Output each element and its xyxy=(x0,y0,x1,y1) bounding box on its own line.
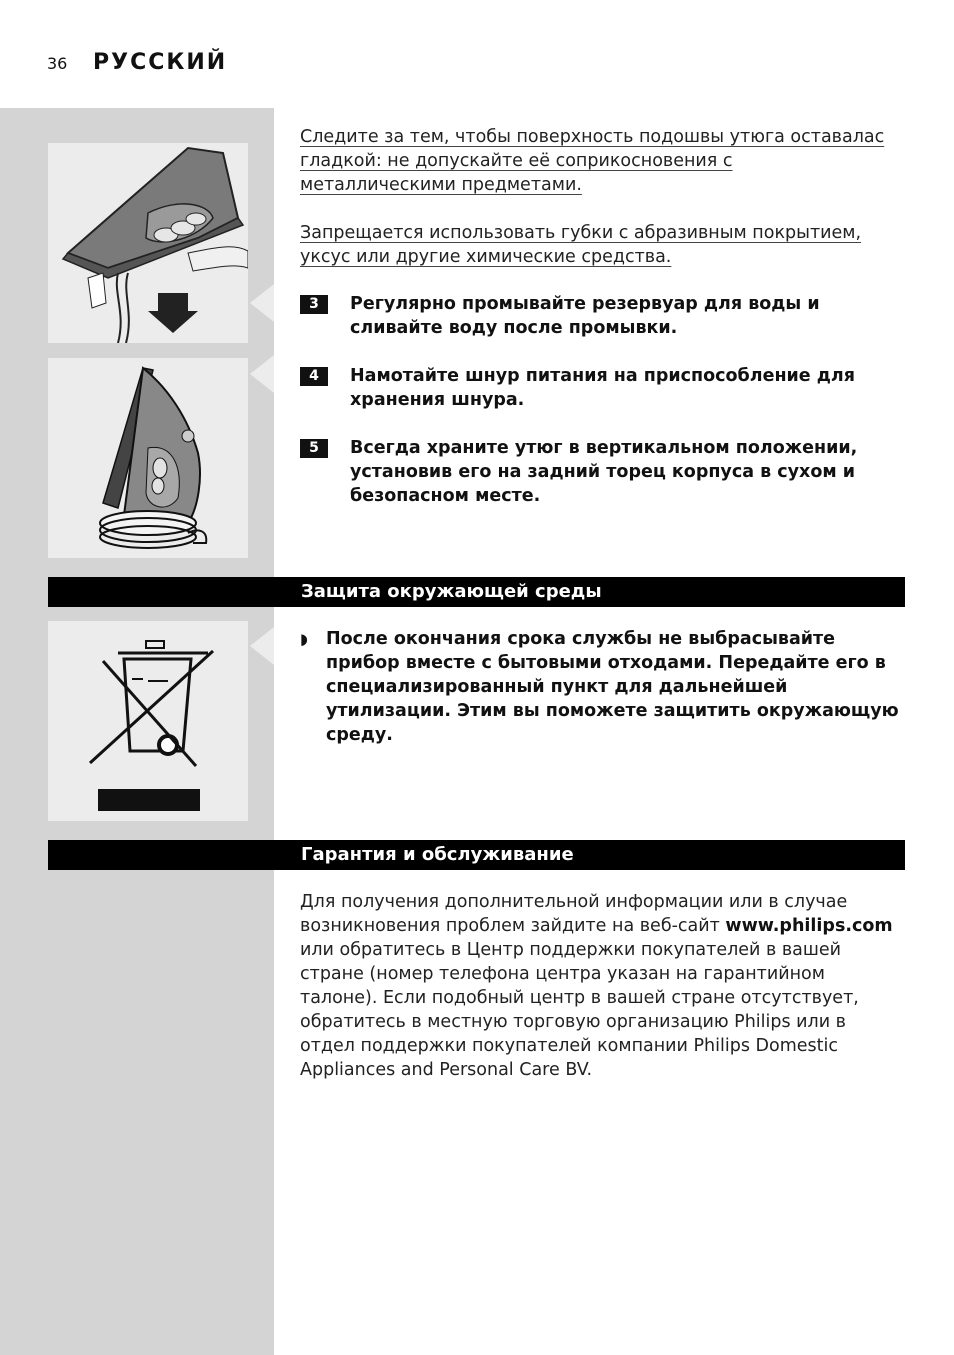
step-number: 4 xyxy=(300,367,328,386)
step-text: Намотайте шнур питания на приспособление для хранения шнура. xyxy=(350,366,855,410)
section-title: Гарантия и обслуживание xyxy=(301,844,574,865)
section-header-warranty xyxy=(48,840,905,870)
crossed-out-bin-icon xyxy=(48,621,248,821)
note-no-abrasives: Запрещается использовать губки с абразивным покрытием, уксус или другие химические средства. xyxy=(300,223,862,267)
step-4 xyxy=(300,364,904,412)
step-number: 3 xyxy=(300,295,328,314)
step-3 xyxy=(300,292,904,340)
philips-website-link[interactable]: www.philips.com xyxy=(725,916,893,936)
step-text: Регулярно промывайте резервуар для воды и сливайте воду после промывки. xyxy=(350,294,820,338)
figure-pointer-1 xyxy=(250,284,274,322)
warranty-text: Для получения дополнительной информации или в случае возникновения проблем зайдите на веб-сайт www.philips.com или обратитесь в Центр поддержки покупателей в вашей стране (номер телефона центра указан на гарантийном талоне). Если подобный центр в вашей стране отсутствует, обратитесь в местную торговую организацию Philips или в отдел поддержки покупателей компании Philips Domestic Appliances and Personal Care BV. xyxy=(300,892,893,1080)
bullet-text: После окончания срока службы не выбрасывайте прибор вместе с бытовыми отходами. Передайте его в специализированный пункт для дальнейшей утилизации. Этим вы поможете защитить окружающую среду. xyxy=(326,629,899,745)
step-5 xyxy=(300,436,904,508)
step-number: 5 xyxy=(300,439,328,458)
iron-cleaning-figure xyxy=(48,143,248,343)
page-number: 36 xyxy=(47,54,68,73)
section-header-environment xyxy=(48,577,905,607)
note-soleplate: Следите за тем, чтобы поверхность подошвы утюга оставалас гладкой: не допускайте её соприкосновения с металлическими предметами. xyxy=(300,127,885,195)
crossed-bin-figure xyxy=(48,621,248,821)
page-language-title: РУССКИЙ xyxy=(93,50,228,75)
environment-instruction xyxy=(300,627,904,747)
figure-pointer-2 xyxy=(250,355,274,393)
iron-storage-figure xyxy=(48,358,248,558)
step-text: Всегда храните утюг в вертикальном положении, установив его на задний торец корпуса в сухом и безопасном месте. xyxy=(350,438,858,506)
bullet-icon: ◗ xyxy=(300,630,308,648)
figure-pointer-3 xyxy=(250,627,274,665)
section-title: Защита окружающей среды xyxy=(301,581,602,602)
